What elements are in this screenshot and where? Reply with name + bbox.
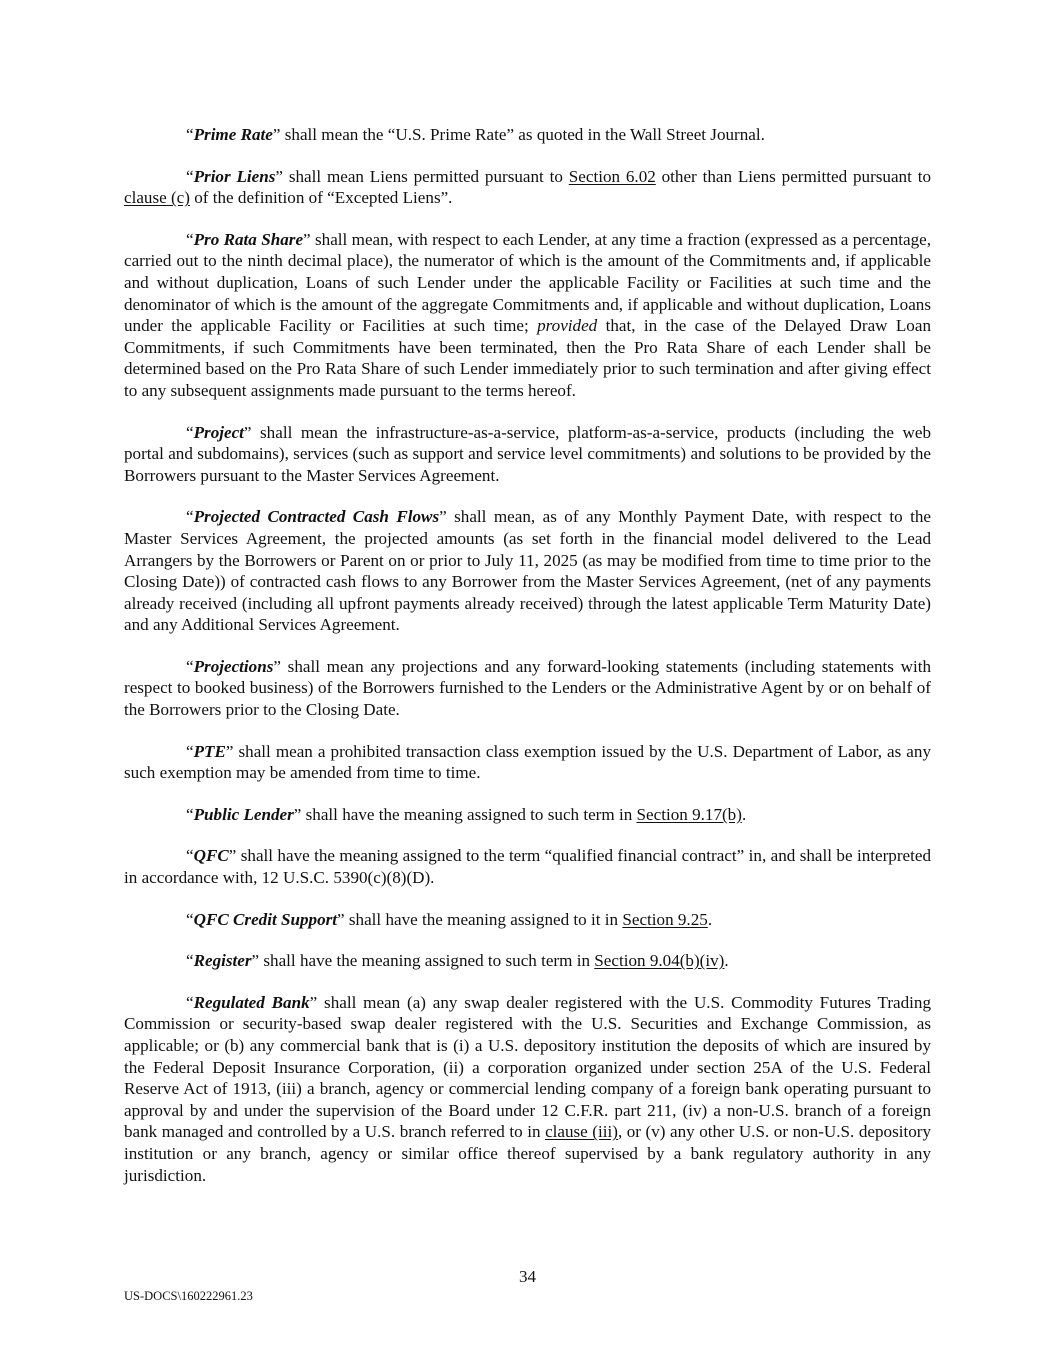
definition-projections: “Projections” shall mean any projections and any forward-looking statements (including statements with respect to booked business) of the Borrowers furnished to the Lenders or the Administrative Agent by or on behalf of the Borrowers prior to the Closing Date. bbox=[124, 656, 931, 720]
definition-text: ” shall mean any projections and any forward-looking statements (including statements with respect to booked business) of the Borrowers furnished to the Lenders or the Administrative Agent by or on behalf of the Borrowers prior to the Closing Date. bbox=[124, 656, 931, 720]
definition-text: ” shall mean the infrastructure-as-a-service, platform-as-a-service, products (including the web portal and subdomains), services (such as support and service level commitments) and solutions to be provided by the Borrowers pursuant to the Master Services Agreement. bbox=[124, 422, 931, 485]
clause-reference: clause (iii) bbox=[545, 1122, 618, 1142]
defined-term: PTE bbox=[193, 741, 226, 761]
defined-term: Prior Liens bbox=[193, 166, 276, 186]
definition-text: , or (v) any other U.S. or non-U.S. depository institution or any branch, agency or similar office thereof supervised by a bank regulatory authority in any jurisdiction. bbox=[124, 1122, 932, 1185]
section-reference: Section 9.17(b) bbox=[636, 804, 742, 824]
definitions-body bbox=[124, 124, 931, 1206]
definition-qfc: “QFC” shall have the meaning assigned to the term “qualified financial contract” in, and shall be interpreted in accordance with, 12 U.S.C. 5390(c)(8)(D). bbox=[124, 846, 931, 888]
definition-text: ” shall mean, as of any Monthly Payment Date, with respect to the Master Services Agreement, the projected amounts (as set forth in the financial model delivered to the Lead Arrangers by the Borrowers or Parent on or prior to July 11, 2025 (as may be modified from time to time prior to the Closing Date)) of contracted cash flows to any Borrower from the Master Services Agreement, (net of any payments already received (including all upfront payments already received) through the latest applicable Term Maturity Date) and any Additional Services Agreement. bbox=[124, 507, 931, 635]
definition-prime-rate: “Prime Rate” shall mean the “U.S. Prime Rate” as quoted in the Wall Street Journal. bbox=[186, 125, 765, 144]
definition-prior-liens: “Prior Liens” shall mean Liens permitted pursuant to Section 6.02 other than Liens permitted pursuant to clause (c) of the definition of “Excepted Liens”. bbox=[124, 166, 931, 208]
definition-text: ” shall mean, with respect to each Lender, at any time a fraction (expressed as a percentage, carried out to the ninth decimal place), the numerator of which is the amount of the Commitments and, if applicable and without duplication, Loans of such Lender under the applicable Facility or Facilities at such time and the denominator of which is the amount of the aggregate Commitments and, if applicable and without duplication, Loans under the applicable Facility or Facilities at such time; bbox=[124, 229, 931, 336]
definition-pro-rata-share: “Pro Rata Share” shall mean, with respect to each Lender, at any time a fraction (expressed as a percentage, carried out to the ninth decimal place), the numerator of which is the amount of the Commitments and, if applicable and without duplication, Loans of such Lender under the applicable Facility or Facilities at such time and the denominator of which is the amount of the aggregate Commitments and, if applicable and without duplication, Loans under the applicable Facility or Facilities at such time; provided that, in the case of the Delayed Draw Loan Commitments, if such Commitments have been terminated, then the Pro Rata Share of each Lender shall be determined based on the Pro Rata Share of such Lender immediately prior to such termination and after giving effect to any subsequent assignments made pursuant to the terms hereof. bbox=[124, 229, 931, 400]
emphasis-text: provided bbox=[537, 316, 598, 336]
definition-text: . bbox=[724, 951, 729, 971]
definition-text: ” shall mean Liens permitted pursuant to bbox=[275, 166, 569, 186]
definition-text: of the definition of “Excepted Liens”. bbox=[189, 188, 453, 208]
defined-term: Pro Rata Share bbox=[193, 229, 304, 249]
clause-reference: clause (c) bbox=[124, 188, 190, 208]
definition-text: . bbox=[707, 909, 713, 929]
defined-term: Projections bbox=[193, 656, 274, 676]
definition-projected-contracted-cash-flows: “Projected Contracted Cash Flows” shall mean, as of any Monthly Payment Date, with respect to the Master Services Agreement, the projected amounts (as set forth in the financial model delivered to the Lead Arrangers by the Borrowers or Parent on or prior to July 11, 2025 (as may be modified from time to time prior to the Closing Date)) of contracted cash flows to any Borrower from the Master Services Agreement, (net of any payments already received (including all upfront payments already received) through the latest applicable Term Maturity Date) and any Additional Services Agreement. bbox=[124, 507, 931, 635]
definition-text: ” shall have the meaning assigned to such term in bbox=[293, 804, 637, 824]
definition-pte: “PTE” shall mean a prohibited transaction class exemption issued by the U.S. Department of Labor, as any such exemption may be amended from time to time. bbox=[124, 741, 931, 783]
defined-term: QFC Credit Support bbox=[193, 909, 338, 929]
page-number: 34 bbox=[518, 1267, 537, 1286]
definition-text: ” shall mean (a) any swap dealer registered with the U.S. Commodity Futures Trading Commission or security-based swap dealer registered with the U.S. Securities and Exchange Commission, as applicable; or (b) any commercial bank that is (i) a U.S. depository institution the deposits of which are insured by the Federal Deposit Insurance Corporation, (ii) a corporation organized under section 25A of the U.S. Federal Reserve Act of 1913, (iii) a branch, agency or commercial lending company of a foreign bank operating pursuant to approval by and under the supervision of the Board under 12 C.F.R. part 211, (iv) a non-U.S. branch of a foreign bank managed and controlled by a U.S. branch referred to in bbox=[124, 992, 931, 1142]
section-reference: Section 6.02 bbox=[568, 166, 656, 186]
definition-register: “Register” shall have the meaning assigned to such term in Section 9.04(b)(iv). bbox=[186, 951, 729, 971]
defined-term: Projected Contracted Cash Flows bbox=[193, 507, 440, 527]
definition-text: other than Liens permitted pursuant to bbox=[655, 166, 931, 186]
definition-qfc-credit-support: “QFC Credit Support” shall have the meaning assigned to it in Section 9.25. bbox=[186, 909, 713, 929]
definition-text: ” shall have the meaning assigned to the term “qualified financial contract” in, and shall be interpreted in accordance with, 12 U.S.C. 5390(c)(8)(D). bbox=[124, 846, 931, 888]
defined-term: Project bbox=[193, 422, 244, 442]
definition-text: ” shall mean a prohibited transaction class exemption issued by the U.S. Department of Labor, as any such exemption may be amended from time to time. bbox=[124, 741, 931, 783]
defined-term: Prime Rate bbox=[193, 125, 273, 144]
definition-project: “Project” shall mean the infrastructure-as-a-service, platform-as-a-service, products (including the web portal and subdomains), services (such as support and service level commitments) and solutions to be provided by the Borrowers pursuant to the Master Services Agreement. bbox=[124, 422, 931, 485]
definition-text: ” shall have the meaning assigned to it in bbox=[337, 909, 623, 929]
definition-regulated-bank: “Regulated Bank” shall mean (a) any swap dealer registered with the U.S. Commodity Futures Trading Commission or security-based swap dealer registered with the U.S. Securities and Exchange Commission, as applicable; or (b) any commercial bank that is (i) a U.S. depository institution the deposits of which are insured by the Federal Deposit Insurance Corporation, (ii) a corporation organized under section 25A of the U.S. Federal Reserve Act of 1913, (iii) a branch, agency or commercial lending company of a foreign bank operating pursuant to approval by and under the supervision of the Board under 12 C.F.R. part 211, (iv) a non-U.S. branch of a foreign bank managed and controlled by a U.S. branch referred to in clause (iii), or (v) any other U.S. or non-U.S. depository institution or any branch, agency or similar office thereof supervised by a bank regulatory authority in any jurisdiction. bbox=[124, 992, 932, 1185]
defined-term: QFC bbox=[193, 846, 229, 866]
definition-public-lender: “Public Lender” shall have the meaning assigned to such term in Section 9.17(b). bbox=[186, 804, 747, 824]
section-reference: Section 9.04(b)(iv) bbox=[594, 951, 725, 971]
definition-text: ” shall mean the “U.S. Prime Rate” as quoted in the Wall Street Journal. bbox=[272, 125, 765, 144]
defined-term: Regulated Bank bbox=[193, 992, 310, 1012]
defined-term: Public Lender bbox=[193, 804, 294, 824]
definition-text: ” shall have the meaning assigned to such term in bbox=[251, 951, 595, 971]
document-id-footer: US-DOCS\160222961.23 bbox=[124, 1289, 253, 1303]
definition-text: that, in the case of the Delayed Draw Loan Commitments, if such Commitments have been terminated, then the Pro Rata Share of each Lender shall be determined based on the Pro Rata Share of such Lender immediately prior to such termination and after giving effect to any subsequent assignments made pursuant to the terms hereof. bbox=[124, 316, 931, 400]
section-reference: Section 9.25 bbox=[622, 909, 708, 929]
defined-term: Register bbox=[193, 951, 252, 971]
definition-text: . bbox=[741, 804, 747, 824]
